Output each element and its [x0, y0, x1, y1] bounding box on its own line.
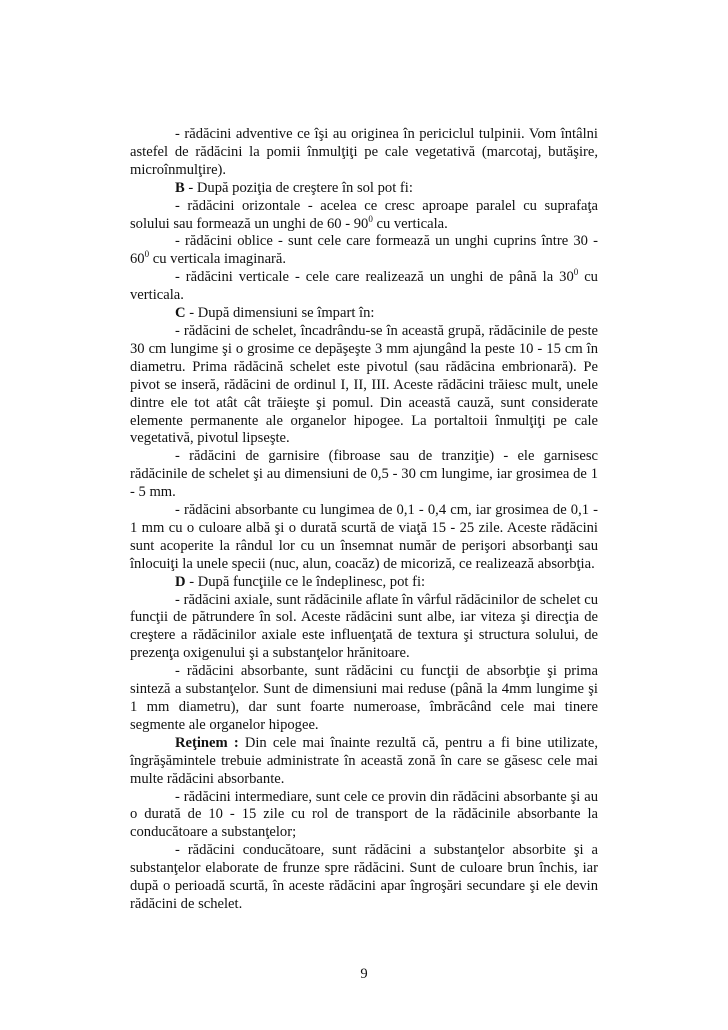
- text-run: - rădăcini conducătoare, sunt rădăcini a substanţelor absorbite şi a substanţelor elaborate de frunze spre rădăcini. Sunt de culoare brun închis, iar după o perioadă scurtă, în aceste rădăcini apar îngroşări secundare şi ele devin rădăcini de schelet.: [130, 842, 598, 912]
- text-run: - rădăcini intermediare, sunt cele ce provin din rădăcini absorbante şi au o durată de 10 - 15 zile cu rol de transport de la rădăcinile absorbante la conducătoare a substanţelor;: [130, 788, 598, 841]
- paragraph: [130, 126, 598, 180]
- paragraph: [130, 180, 598, 198]
- text-run: - rădăcini adventive ce îşi au originea în periciclul tulpinii. Vom întâlni astefel de rădăcini la pomii înmulţiţi pe cale vegetativă (marcotaj, butăşire, microînmulţire).: [130, 126, 598, 178]
- paragraph: [130, 789, 598, 843]
- bold-text: D: [175, 573, 186, 590]
- text-run: cu verticala.: [372, 215, 448, 232]
- superscript: 0: [144, 249, 150, 260]
- text-run: Din cele mai înainte rezultă că, pentru a fi bine utilizate, îngrăşămintele trebuie administrate în această zonă în care se găsesc cele mai multe rădăcini absorbante.: [130, 734, 598, 787]
- text-run: - rădăcini de schelet, încadrându-se în această grupă, rădăcinile de peste 30 cm lungime şi o grosime ce depăşeşte 3 mm ajungând la peste 10 - 15 cm în diametru. Prima rădăcină schelet este pivotul (sau rădăcina embrionară). Pe pivot se inseră, rădăcini de ordinul I, II, III. Aceste rădăcini trăiesc mult, unele dintre ele tot atât cât trăieşte şi pomul. Din această cauză, sunt considerate elemente permanente ale organelor hipogee. La portaltoii înmulţiţi pe cale vegetativă, pivotul lipseşte.: [130, 322, 598, 447]
- superscript: 0: [368, 213, 373, 224]
- bold-text: B: [175, 179, 185, 196]
- paragraph: [130, 233, 598, 269]
- paragraph: [130, 842, 598, 914]
- document-body: [130, 126, 598, 914]
- paragraph: [130, 663, 598, 735]
- paragraph: [130, 323, 598, 448]
- text-run: - rădăcini oblice - sunt cele care formează un unghi cuprins între 30 - 60: [130, 233, 598, 268]
- text-run: cu verticala.: [130, 269, 598, 304]
- text-run: - rădăcini de garnisire (fibroase sau de tranziţie) - ele garnisesc rădăcinile de schelet şi au dimensiuni de 0,5 - 30 cm lungime, iar grosimea de 1 - 5 mm.: [130, 448, 598, 501]
- text-run: - rădăcini absorbante cu lungimea de 0,1 - 0,4 cm, iar grosimea de 0,1 - 1 mm cu o culoare albă şi o durată scurtă de viaţă 15 - 25 zile. Aceste rădăcini sunt acoperite la rândul lor cu un însemnat număr de perişori absorbanţi sau înlocuiţi la unele specii (nuc, alun, coacăz) de micoriză, ce realizează absorbţia.: [130, 502, 598, 572]
- bold-text: C: [175, 305, 186, 322]
- paragraph: [130, 592, 598, 664]
- paragraph: [130, 305, 598, 323]
- text-run: - rădăcini verticale - cele care realizează un unghi de până la 30: [175, 269, 574, 286]
- text-run: - rădăcini axiale, sunt rădăcinile aflate în vârful rădăcinilor de schelet cu funcţii de pătrundere în sol. Aceste rădăcini sunt albe, iar viteza şi direcţia de creştere a rădăcinilor axiale este influenţată de textura şi structura solului, de prezenţa oxigenului şi a substanţelor hrănitoare.: [130, 591, 598, 662]
- paragraph: [130, 735, 598, 789]
- text-run: - rădăcini orizontale - acelea ce cresc aproape paralel cu suprafaţa solului sau formează un unghi de 60 - 90: [130, 197, 598, 232]
- superscript: 0: [573, 267, 579, 278]
- paragraph: [130, 269, 598, 305]
- text-run: - După poziţia de creştere în sol pot fi:: [184, 179, 413, 196]
- text-run: - rădăcini absorbante, sunt rădăcini cu funcţii de absorbţie şi prima sinteză a substanţelor. Sunt de dimensiuni mai reduse (până la 4mm lungime şi 1 mm diametru), dar sunt foarte numeroase, îmbrăcând cele mai tinere segmente ale organelor hipogee.: [130, 663, 598, 733]
- bold-text: Reţinem :: [175, 734, 239, 751]
- paragraph: [130, 198, 598, 234]
- text-run: - După funcţiile ce le îndeplinesc, pot fi:: [185, 573, 426, 590]
- paragraph: [130, 574, 598, 592]
- text-run: cu verticala imaginară.: [149, 251, 287, 268]
- text-run: - După dimensiuni se împart în:: [185, 305, 375, 322]
- page-number: 9: [360, 966, 368, 982]
- paragraph: [130, 502, 598, 574]
- paragraph: [130, 448, 598, 502]
